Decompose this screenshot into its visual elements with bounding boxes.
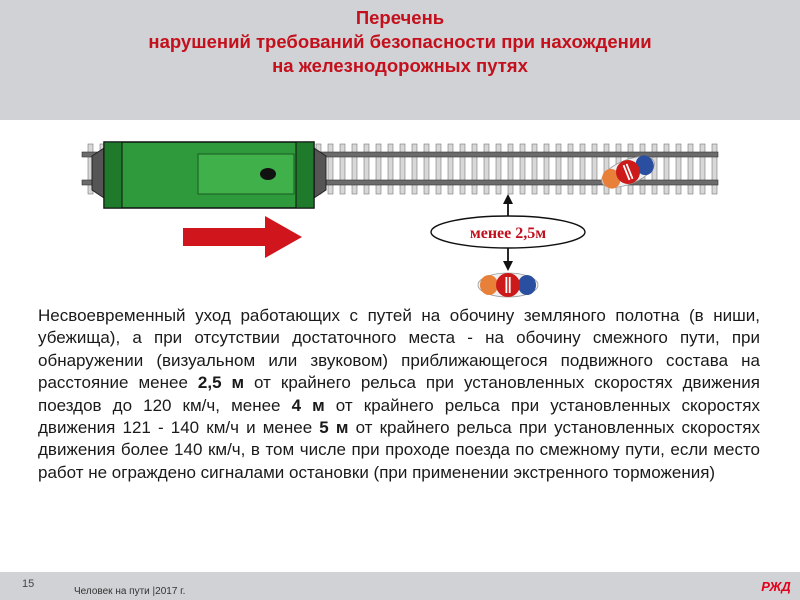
distance-arrow-icon — [503, 194, 513, 204]
sleeper — [664, 144, 669, 194]
sleeper — [424, 144, 429, 194]
sleeper — [676, 144, 681, 194]
violation-description — [38, 305, 760, 484]
sleeper — [388, 144, 393, 194]
svg-text:РЖД: РЖД — [761, 579, 791, 594]
distance-2-5m: 2,5 м — [197, 373, 245, 393]
text-part-3: от крайнего рельса при установленных скоростях движения 121 - 140 км/ч и менее — [38, 395, 760, 438]
sleeper — [520, 144, 525, 194]
sleeper — [484, 144, 489, 194]
sleeper — [688, 144, 693, 194]
page-number: 15 — [22, 578, 35, 590]
sleeper — [580, 144, 585, 194]
sleeper — [376, 144, 381, 194]
sleeper — [340, 144, 345, 194]
text-part-4: от крайнего рельса при установленных скоростях движения более 140 км/ч, в том числе при проходе поезда по смежному пути, если место работ не ограждено сигналами остановки (при применении экстренного торможения) — [38, 418, 760, 482]
sleeper — [712, 144, 717, 194]
worker-icon-safe — [478, 273, 538, 297]
sleeper — [364, 144, 369, 194]
sleeper — [448, 144, 453, 194]
distance-arrow-icon-bottom — [503, 261, 513, 271]
sleeper — [412, 144, 417, 194]
sleeper — [460, 144, 465, 194]
distance-5m: 5 м — [319, 418, 349, 438]
rzd-logo-icon — [758, 576, 794, 596]
sleeper — [436, 144, 441, 194]
locomotive-icon — [92, 142, 326, 208]
sleeper — [592, 144, 597, 194]
sleeper — [400, 144, 405, 194]
sleeper — [496, 144, 501, 194]
title-line-3: на железнодорожных путях — [272, 55, 528, 76]
sleeper — [508, 144, 513, 194]
sleeper — [472, 144, 477, 194]
sleeper — [328, 144, 333, 194]
distance-4m: 4 м — [291, 395, 325, 415]
title-line-2: нарушений требований безопасности при нахождении — [148, 31, 652, 52]
page-title — [0, 6, 800, 78]
sleeper — [700, 144, 705, 194]
sleeper — [556, 144, 561, 194]
sleeper — [568, 144, 573, 194]
sleeper — [352, 144, 357, 194]
track-illustration — [0, 118, 800, 308]
footer-text: Человек на пути |2017 г. — [74, 586, 186, 597]
title-line-1: Перечень — [355, 7, 445, 28]
direction-arrow-icon — [183, 216, 302, 258]
sleeper — [532, 144, 537, 194]
text-part-2: от крайнего рельса при установленных скоростях движения поездов до 120 км/ч, менее — [38, 373, 761, 415]
sleeper — [544, 144, 549, 194]
distance-label: менее 2,5м — [469, 225, 547, 242]
text-part-1: Несвоевременный уход работающих с путей на обочину земляного полотна (в ниши, убежища), а при отсутствии достаточного места - на обочину смежного пути, при обнаружении (визуальном или звуковом) приближающегося подвижного состава на расстояние менее — [38, 306, 760, 393]
